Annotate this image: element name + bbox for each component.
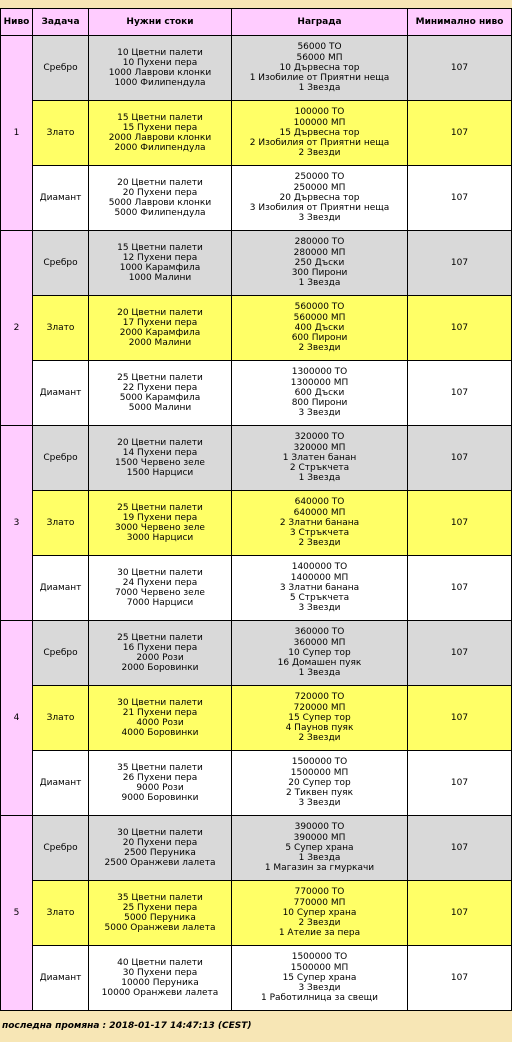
goods-line: 10000 Перуника — [121, 978, 199, 988]
goods-cell — [89, 621, 232, 686]
reward-line: 2 Златни банана — [279, 517, 360, 528]
goods-line: 30 Пухени пера — [122, 967, 198, 978]
goods-cell — [89, 556, 232, 621]
reward-line: 56000 МП — [296, 52, 343, 63]
task-cell: Сребро — [33, 36, 89, 101]
level-cell: 4 — [1, 621, 33, 816]
task-cell: Диамант — [33, 751, 89, 816]
min-level-cell: 107 — [408, 36, 512, 101]
task-cell: Злато — [33, 686, 89, 751]
task-cell: Злато — [33, 491, 89, 556]
goods-line: 2000 Филипендула — [114, 143, 206, 154]
task-cell: Злато — [33, 881, 89, 946]
min-level-cell: 107 — [408, 946, 512, 1011]
min-level-cell: 107 — [408, 166, 512, 231]
goods-line: 2000 Лаврови клонки — [108, 133, 212, 143]
min-level-cell: 107 — [408, 816, 512, 881]
reward-line: 20 Дървесна тор — [279, 192, 360, 203]
task-cell: Диамант — [33, 946, 89, 1011]
reward-cell — [232, 621, 408, 686]
table-row — [1, 361, 512, 426]
reward-cell — [232, 296, 408, 361]
reward-line: 400 Дъски — [294, 322, 345, 333]
table-row — [1, 881, 512, 946]
goods-line: 14 Пухени пера — [122, 447, 198, 458]
reward-cell — [232, 231, 408, 296]
task-cell: Сребро — [33, 621, 89, 686]
reward-cell — [232, 686, 408, 751]
reward-line: 100000 ТО — [294, 107, 345, 118]
reward-line: 320000 ТО — [294, 432, 345, 443]
task-cell: Сребро — [33, 816, 89, 881]
reward-line: 250000 ТО — [294, 172, 345, 183]
reward-line: 1 Звезда — [298, 278, 341, 289]
reward-line: 1300000 МП — [290, 377, 349, 388]
goods-line: 9000 Боровинки — [121, 793, 199, 804]
reward-cell — [232, 881, 408, 946]
goods-line: 25 Цветни палети — [117, 632, 203, 643]
reward-line: 1500000 МП — [290, 962, 349, 973]
reward-line: 770000 МП — [293, 897, 346, 908]
min-level-cell: 107 — [408, 556, 512, 621]
min-level-cell: 107 — [408, 751, 512, 816]
goods-cell — [89, 881, 232, 946]
table-row — [1, 296, 512, 361]
goods-line: 21 Пухени пера — [122, 707, 198, 718]
min-level-cell: 107 — [408, 686, 512, 751]
min-level-cell: 107 — [408, 101, 512, 166]
reward-line: 560000 МП — [293, 312, 346, 323]
goods-line: 35 Цветни палети — [117, 762, 203, 773]
reward-line: 2 Звезди — [298, 343, 341, 354]
header-reward: Награда — [232, 9, 408, 36]
reward-line: 1 Работилница за свещи — [261, 993, 378, 1004]
reward-line: 3 Звезди — [298, 408, 341, 419]
reward-line: 640000 МП — [293, 507, 346, 518]
goods-cell — [89, 231, 232, 296]
level-cell: 3 — [1, 426, 33, 621]
reward-line: 2 Звезди — [298, 538, 341, 549]
goods-cell — [89, 816, 232, 881]
reward-line: 360000 ТО — [294, 627, 345, 638]
goods-line: 3000 Нарциси — [126, 533, 194, 544]
task-cell: Диамант — [33, 361, 89, 426]
goods-cell — [89, 686, 232, 751]
reward-line: 2 Тиквен пуяк — [285, 788, 354, 799]
table-row — [1, 231, 512, 296]
reward-line: 1400000 МП — [290, 572, 349, 583]
table-row — [1, 556, 512, 621]
goods-line: 3000 Червено зеле — [115, 523, 205, 533]
reward-line: 3 Звезди — [298, 603, 341, 614]
goods-line: 1000 Карамфила — [119, 263, 201, 273]
reward-line: 250 Дъски — [294, 257, 345, 268]
goods-line: 20 Пухени пера — [122, 187, 198, 198]
goods-line: 5000 Оранжеви лалета — [104, 923, 216, 934]
min-level-cell: 107 — [408, 881, 512, 946]
goods-line: 1500 Червено зеле — [115, 458, 205, 468]
level-cell: 2 — [1, 231, 33, 426]
reward-line: 560000 ТО — [294, 302, 345, 313]
goods-line: 2000 Рози — [136, 653, 184, 663]
min-level-cell: 107 — [408, 491, 512, 556]
task-cell: Злато — [33, 101, 89, 166]
goods-line: 30 Цветни палети — [117, 697, 203, 708]
reward-line: 250000 МП — [293, 182, 346, 193]
reward-line: 15 Супер тор — [288, 712, 351, 723]
goods-line: 24 Пухени пера — [122, 577, 198, 588]
goods-line: 35 Цветни палети — [117, 892, 203, 903]
min-level-cell: 107 — [408, 231, 512, 296]
reward-line: 20 Супер тор — [288, 777, 351, 788]
reward-line: 360000 МП — [293, 637, 346, 648]
table-row — [1, 166, 512, 231]
goods-line: 2500 Перуника — [124, 848, 196, 858]
reward-cell — [232, 816, 408, 881]
goods-cell — [89, 101, 232, 166]
goods-line: 25 Цветни палети — [117, 372, 203, 383]
reward-cell — [232, 361, 408, 426]
reward-line: 3 Звезди — [298, 213, 341, 224]
task-cell: Диамант — [33, 166, 89, 231]
reward-line: 2 Звезди — [298, 733, 341, 744]
reward-line: 15 Дървесна тор — [279, 127, 360, 138]
goods-cell — [89, 36, 232, 101]
reward-line: 320000 МП — [293, 442, 346, 453]
goods-line: 17 Пухени пера — [122, 317, 198, 328]
goods-line: 5000 Лаврови клонки — [108, 198, 212, 208]
goods-line: 20 Цветни палети — [117, 307, 203, 318]
last-modified: последна промяна : 2018-01-17 14:47:13 (CEST) — [2, 1021, 252, 1031]
reward-line: 800 Пирони — [291, 398, 348, 409]
reward-line: 770000 ТО — [294, 887, 345, 898]
reward-line: 5 Супер храна — [285, 842, 354, 853]
reward-cell — [232, 491, 408, 556]
reward-line: 1 Магазин за гмуркачи — [264, 863, 375, 874]
reward-line: 10 Дървесна тор — [279, 62, 360, 73]
reward-line: 640000 ТО — [294, 497, 345, 508]
reward-line: 16 Домашен пуяк — [277, 658, 362, 669]
goods-line: 10 Пухени пера — [122, 57, 198, 68]
goods-cell — [89, 296, 232, 361]
reward-line: 3 Златни банана — [279, 582, 360, 593]
task-cell: Злато — [33, 296, 89, 361]
goods-line: 4000 Боровинки — [121, 728, 199, 739]
goods-cell — [89, 946, 232, 1011]
goods-line: 20 Пухени пера — [122, 837, 198, 848]
level-cell: 5 — [1, 816, 33, 1011]
goods-line: 1000 Малини — [128, 273, 192, 284]
reward-line: 100000 МП — [293, 117, 346, 128]
goods-line: 22 Пухени пера — [122, 382, 198, 393]
header-level: Ниво — [1, 9, 33, 36]
reward-line: 600 Пирони — [291, 333, 348, 344]
table-row — [1, 426, 512, 491]
table-row — [1, 101, 512, 166]
goods-line: 20 Цветни палети — [117, 437, 203, 448]
reward-line: 1 Звезда — [298, 853, 341, 864]
goods-line: 2000 Карамфила — [119, 328, 201, 338]
goods-cell — [89, 426, 232, 491]
table-row — [1, 946, 512, 1011]
quest-table — [0, 8, 512, 1011]
reward-line: 600 Дъски — [294, 387, 345, 398]
table-row — [1, 751, 512, 816]
goods-line: 2500 Оранжеви лалета — [104, 858, 216, 869]
goods-line: 30 Цветни палети — [117, 827, 203, 838]
reward-cell — [232, 426, 408, 491]
reward-line: 5 Стръкчета — [289, 593, 350, 604]
goods-line: 25 Пухени пера — [122, 902, 198, 913]
table-row — [1, 491, 512, 556]
reward-line: 280000 МП — [293, 247, 346, 258]
reward-line: 1500000 ТО — [291, 952, 348, 963]
reward-cell — [232, 946, 408, 1011]
reward-line: 1 Ателие за пера — [278, 928, 361, 939]
table-row — [1, 36, 512, 101]
task-cell: Сребро — [33, 231, 89, 296]
goods-line: 30 Цветни палети — [117, 567, 203, 578]
header-goods: Нужни стоки — [89, 9, 232, 36]
reward-line: 4 Паунов пуяк — [285, 723, 354, 734]
goods-line: 9000 Рози — [136, 783, 184, 793]
reward-line: 390000 МП — [293, 832, 346, 843]
goods-line: 15 Цветни палети — [117, 242, 203, 253]
goods-line: 4000 Рози — [136, 718, 184, 728]
goods-line: 7000 Червено зеле — [115, 588, 205, 598]
reward-line: 1 Звезда — [298, 473, 341, 484]
min-level-cell: 107 — [408, 426, 512, 491]
level-cell: 1 — [1, 36, 33, 231]
goods-cell — [89, 166, 232, 231]
reward-line: 1500000 ТО — [291, 757, 348, 768]
reward-line: 15 Супер храна — [282, 972, 357, 983]
goods-line: 10000 Оранжеви лалета — [101, 988, 219, 999]
reward-line: 2 Стръкчета — [289, 463, 350, 474]
table-row — [1, 686, 512, 751]
reward-line: 56000 ТО — [297, 42, 342, 53]
reward-line: 390000 ТО — [294, 822, 345, 833]
goods-line: 26 Пухени пера — [122, 772, 198, 783]
reward-line: 3 Звезди — [298, 983, 341, 994]
reward-cell — [232, 751, 408, 816]
task-cell: Диамант — [33, 556, 89, 621]
reward-line: 720000 ТО — [294, 692, 345, 703]
goods-line: 15 Цветни палети — [117, 112, 203, 123]
reward-line: 1500000 МП — [290, 767, 349, 778]
goods-line: 2000 Боровинки — [121, 663, 199, 674]
goods-line: 1500 Нарциси — [126, 468, 194, 479]
reward-line: 3 Стръкчета — [289, 528, 350, 539]
goods-line: 20 Цветни палети — [117, 177, 203, 188]
goods-line: 10 Цветни палети — [117, 47, 203, 58]
goods-line: 15 Пухени пера — [122, 122, 198, 133]
reward-cell — [232, 166, 408, 231]
reward-line: 300 Пирони — [291, 268, 348, 279]
reward-line: 3 Изобилия от Приятни неща — [249, 203, 390, 214]
header-task: Задача — [33, 9, 89, 36]
task-cell: Сребро — [33, 426, 89, 491]
reward-line: 1 Изобилие от Приятни неща — [249, 73, 390, 84]
reward-line: 1 Звезда — [298, 83, 341, 94]
goods-line: 5000 Филипендула — [114, 208, 206, 219]
reward-line: 2 Изобилия от Приятни неща — [249, 138, 390, 149]
reward-line: 3 Звезди — [298, 798, 341, 809]
goods-cell — [89, 361, 232, 426]
reward-line: 720000 МП — [293, 702, 346, 713]
reward-line: 1 Звезда — [298, 668, 341, 679]
goods-line: 1000 Лаврови клонки — [108, 68, 212, 78]
goods-cell — [89, 751, 232, 816]
reward-line: 1400000 ТО — [291, 562, 348, 573]
min-level-cell: 107 — [408, 621, 512, 686]
reward-cell — [232, 36, 408, 101]
reward-line: 1300000 ТО — [291, 367, 348, 378]
reward-line: 2 Звезди — [298, 148, 341, 159]
reward-line: 2 Звезди — [298, 918, 341, 929]
min-level-cell: 107 — [408, 361, 512, 426]
goods-line: 25 Цветни палети — [117, 502, 203, 513]
goods-line: 5000 Перуника — [124, 913, 196, 923]
min-level-cell: 107 — [408, 296, 512, 361]
goods-line: 5000 Малини — [128, 403, 192, 414]
header-row — [1, 9, 512, 36]
reward-cell — [232, 556, 408, 621]
reward-line: 1 Златен банан — [282, 452, 357, 463]
goods-line: 16 Пухени пера — [122, 642, 198, 653]
reward-line: 280000 ТО — [294, 237, 345, 248]
goods-line: 7000 Нарциси — [126, 598, 194, 609]
goods-line: 5000 Карамфила — [119, 393, 201, 403]
reward-line: 10 Супер храна — [282, 907, 357, 918]
goods-cell — [89, 491, 232, 556]
reward-cell — [232, 101, 408, 166]
goods-line: 12 Пухени пера — [122, 252, 198, 263]
table-row — [1, 816, 512, 881]
goods-line: 2000 Малини — [128, 338, 192, 349]
goods-line: 1000 Филипендула — [114, 78, 206, 89]
header-min-level: Минимално ниво — [408, 9, 512, 36]
goods-line: 19 Пухени пера — [122, 512, 198, 523]
table-row — [1, 621, 512, 686]
goods-line: 40 Цветни палети — [117, 957, 203, 968]
reward-line: 10 Супер тор — [288, 647, 351, 658]
